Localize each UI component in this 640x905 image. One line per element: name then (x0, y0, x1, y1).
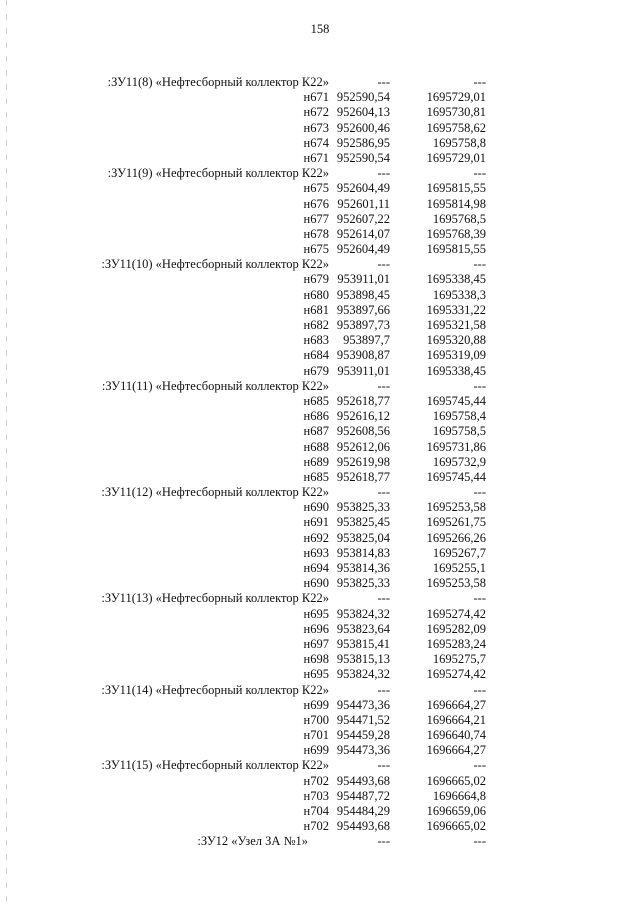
point-row (0, 121, 640, 136)
point-id: н690 (303, 500, 329, 515)
coord-x: 953911,01 (337, 272, 390, 287)
coord-x: 953897,66 (336, 302, 390, 317)
point-id: н674 (303, 135, 329, 150)
point-row (0, 364, 640, 379)
coord-y: 1695815,55 (426, 242, 486, 257)
point-row (0, 288, 640, 303)
parcel-name: :ЗУ11(10) «Нефтесборный коллектор К22» (101, 257, 329, 272)
coord-y: 1696664,21 (426, 712, 486, 727)
point-id: н704 (303, 804, 329, 818)
point-id: н692 (303, 530, 329, 545)
point-row (0, 303, 640, 318)
coord-x: 953825,33 (336, 576, 390, 591)
point-id: н693 (303, 545, 329, 560)
point-id: н702 (303, 819, 329, 834)
point-id: н686 (303, 409, 329, 424)
coord-x: 952608,56 (336, 424, 390, 439)
point-row (0, 212, 640, 227)
coord-y: 1695266,26 (426, 530, 486, 545)
parcel-name: :ЗУ11(12) «Нефтесборный коллектор К22» (101, 485, 329, 500)
coord-y: 1695768,39 (426, 226, 486, 241)
coord-x: 952586,95 (336, 135, 390, 150)
coord-y: 1695274,42 (426, 606, 486, 621)
point-row (0, 424, 640, 439)
coord-x: 952590,54 (336, 90, 390, 105)
coord-x: 954487,72 (336, 788, 390, 803)
point-row (0, 667, 640, 682)
coord-x: --- (377, 485, 390, 500)
point-row (0, 576, 640, 591)
point-id: н694 (303, 561, 329, 575)
point-id: н683 (303, 333, 329, 348)
point-id: н699 (303, 743, 329, 758)
coord-y: 1695331,22 (426, 302, 486, 317)
point-row (0, 136, 640, 151)
coord-x: 952618,77 (336, 393, 390, 408)
parcel-name: :ЗУ11(15) «Нефтесборный коллектор К22» (101, 758, 329, 773)
coord-x: 953825,45 (336, 515, 390, 530)
coord-x: 952590,54 (336, 150, 390, 165)
coord-y: --- (473, 75, 486, 89)
coord-y: 1695274,42 (426, 667, 486, 682)
coord-x: 953898,45 (336, 287, 390, 302)
coord-y: 1695814,98 (426, 196, 486, 211)
point-id: н685 (303, 393, 329, 408)
coord-y: 1696664,27 (426, 743, 486, 758)
point-id: н691 (303, 515, 329, 530)
point-row (0, 394, 640, 409)
point-row (0, 105, 640, 120)
point-id: н679 (303, 363, 329, 378)
point-row (0, 546, 640, 561)
coord-x: 952601,11 (337, 196, 390, 211)
coord-y: 1695255,1 (432, 561, 486, 575)
point-id: н684 (303, 348, 329, 363)
point-id: н698 (303, 652, 329, 667)
point-id: н681 (303, 302, 329, 317)
point-row (0, 500, 640, 515)
parcel-name: :ЗУ11(13) «Нефтесборный коллектор К22» (101, 591, 329, 606)
coord-x: --- (377, 257, 390, 272)
point-row (0, 197, 640, 212)
coord-y: 1695745,44 (426, 393, 486, 408)
point-row (0, 561, 640, 576)
parcel-name: :ЗУ11(11) «Нефтесборный коллектор К22» (101, 378, 329, 393)
point-id: н702 (303, 773, 329, 788)
point-id: н690 (303, 576, 329, 591)
coord-x: 953897,7 (343, 333, 390, 348)
coord-y: --- (473, 834, 486, 849)
point-id: н700 (303, 712, 329, 727)
coord-y: --- (473, 378, 486, 393)
point-id: н688 (303, 439, 329, 454)
parcel-name: :ЗУ11(9) «Нефтесборный коллектор К22» (107, 166, 329, 181)
point-row (0, 607, 640, 622)
coord-y: 1695732,9 (432, 454, 486, 469)
coord-y: 1696659,06 (426, 804, 486, 818)
coord-y: 1695745,44 (426, 469, 486, 484)
coord-x: 953823,64 (336, 621, 390, 636)
coord-x: 954484,29 (336, 804, 390, 818)
coord-y: 1695731,86 (426, 439, 486, 454)
point-row (0, 90, 640, 105)
point-row (0, 318, 640, 333)
point-row (0, 242, 640, 257)
coord-x: 952604,49 (336, 181, 390, 196)
coord-y: --- (473, 257, 486, 272)
coord-x: 952616,12 (336, 409, 390, 424)
coord-y: --- (473, 485, 486, 500)
point-row (0, 181, 640, 196)
coord-y: 1695758,4 (432, 409, 486, 424)
coord-y: 1695815,55 (426, 181, 486, 196)
coord-y: 1695729,01 (426, 90, 486, 105)
point-id: н671 (303, 150, 329, 165)
point-id: н671 (303, 90, 329, 105)
coord-x: 952612,06 (336, 439, 390, 454)
point-row (0, 622, 640, 637)
coord-x: --- (377, 834, 390, 849)
coordinates-table (0, 75, 640, 850)
point-id: н699 (303, 697, 329, 712)
point-row (0, 774, 640, 789)
parcel-header-row (0, 166, 640, 181)
coord-y: 1695321,58 (426, 318, 486, 332)
coord-y: 1696640,74 (426, 728, 486, 743)
coord-x: --- (377, 378, 390, 393)
point-id: н672 (303, 105, 329, 120)
point-id: н678 (303, 226, 329, 241)
coord-x: --- (377, 75, 390, 89)
coord-x: 953824,32 (336, 667, 390, 682)
coord-x: 953825,04 (336, 530, 390, 545)
page-number: 158 (310, 22, 330, 36)
coord-x: 952619,98 (336, 454, 390, 469)
point-id: н703 (303, 788, 329, 803)
coord-x: 953908,87 (336, 348, 390, 363)
coord-y: --- (473, 758, 486, 773)
point-id: н689 (303, 454, 329, 469)
point-id: н677 (303, 211, 329, 226)
point-row (0, 348, 640, 363)
coord-y: 1695758,8 (432, 135, 486, 150)
coord-x: 953815,41 (336, 636, 390, 651)
coord-y: 1695338,3 (432, 287, 486, 302)
parcel-header-row (0, 485, 640, 500)
point-row (0, 713, 640, 728)
point-row (0, 531, 640, 546)
coord-y: 1696665,02 (426, 819, 486, 834)
coord-x: --- (377, 758, 390, 773)
coord-y: 1696664,8 (432, 788, 486, 803)
coord-x: 953814,36 (336, 561, 390, 575)
point-id: н675 (303, 242, 329, 257)
coord-y: 1695320,88 (426, 333, 486, 348)
parcel-header-row (0, 591, 640, 606)
coord-x: 954459,28 (336, 728, 390, 743)
point-row (0, 227, 640, 242)
point-row (0, 698, 640, 713)
coord-x: --- (377, 591, 390, 606)
parcel-header-row (0, 834, 640, 849)
point-row (0, 652, 640, 667)
coord-y: 1696664,27 (426, 697, 486, 712)
coord-x: 953911,01 (337, 363, 390, 378)
point-row (0, 789, 640, 804)
point-id: н676 (303, 196, 329, 211)
coord-y: 1695338,45 (426, 272, 486, 287)
coord-x: 952604,49 (336, 242, 390, 257)
coord-x: 952604,13 (336, 105, 390, 120)
point-id: н680 (303, 287, 329, 302)
point-id: н679 (303, 272, 329, 287)
coord-y: 1695275,7 (432, 652, 486, 667)
point-id: н687 (303, 424, 329, 439)
parcel-name: :ЗУ11(14) «Нефтесборный коллектор К22» (101, 682, 329, 697)
coord-y: 1695253,58 (426, 500, 486, 515)
coord-x: 952618,77 (336, 469, 390, 484)
coord-y: 1695768,5 (432, 211, 486, 226)
coord-y: 1695253,58 (426, 576, 486, 591)
point-row (0, 804, 640, 819)
coord-x: 953825,33 (336, 500, 390, 515)
point-row (0, 272, 640, 287)
coord-x: 952614,07 (336, 226, 390, 241)
point-row (0, 728, 640, 743)
coord-y: --- (473, 682, 486, 697)
coord-y: 1695283,24 (426, 636, 486, 651)
coord-x: 953897,73 (336, 318, 390, 332)
point-id: н695 (303, 606, 329, 621)
point-id: н685 (303, 469, 329, 484)
coord-x: 953815,13 (336, 652, 390, 667)
point-row (0, 409, 640, 424)
parcel-name: :ЗУ12 «Узел ЗА №1» (197, 834, 308, 849)
coord-x: 952600,46 (336, 120, 390, 135)
coord-y: 1695758,5 (432, 424, 486, 439)
coord-y: 1695282,09 (426, 621, 486, 636)
coord-x: 953824,32 (336, 606, 390, 621)
coord-y: 1695729,01 (426, 150, 486, 165)
coord-x: 954473,36 (336, 743, 390, 758)
point-id: н673 (303, 120, 329, 135)
point-row (0, 515, 640, 530)
coord-y: --- (473, 166, 486, 181)
point-id: н675 (303, 181, 329, 196)
coord-y: 1695267,7 (432, 545, 486, 560)
point-row (0, 470, 640, 485)
coord-x: --- (377, 166, 390, 181)
point-row (0, 637, 640, 652)
coord-y: 1695758,62 (426, 120, 486, 135)
point-row (0, 440, 640, 455)
point-row (0, 333, 640, 348)
coord-x: 952607,22 (336, 211, 390, 226)
coord-y: 1695338,45 (426, 363, 486, 378)
coord-x: 953814,83 (336, 545, 390, 560)
coord-x: 954473,36 (336, 697, 390, 712)
parcel-header-row (0, 75, 640, 90)
coord-y: 1695730,81 (426, 105, 486, 120)
parcel-name: :ЗУ11(8) «Нефтесборный коллектор К22» (107, 75, 329, 89)
point-id: н682 (303, 318, 329, 332)
parcel-header-row (0, 758, 640, 773)
coord-y: 1696665,02 (426, 773, 486, 788)
point-id: н696 (303, 621, 329, 636)
parcel-header-row (0, 683, 640, 698)
coord-x: 954493,68 (336, 819, 390, 834)
point-id: н701 (303, 728, 329, 743)
coord-x: 954493,68 (336, 773, 390, 788)
coord-y: 1695319,09 (426, 348, 486, 363)
point-row (0, 455, 640, 470)
coord-y: --- (473, 591, 486, 606)
point-id: н695 (303, 667, 329, 682)
point-row (0, 151, 640, 166)
coord-y: 1695261,75 (426, 515, 486, 530)
point-row (0, 819, 640, 834)
parcel-header-row (0, 379, 640, 394)
parcel-header-row (0, 257, 640, 272)
coord-x: 954471,52 (336, 712, 390, 727)
point-id: н697 (303, 636, 329, 651)
point-row (0, 743, 640, 758)
coord-x: --- (377, 682, 390, 697)
